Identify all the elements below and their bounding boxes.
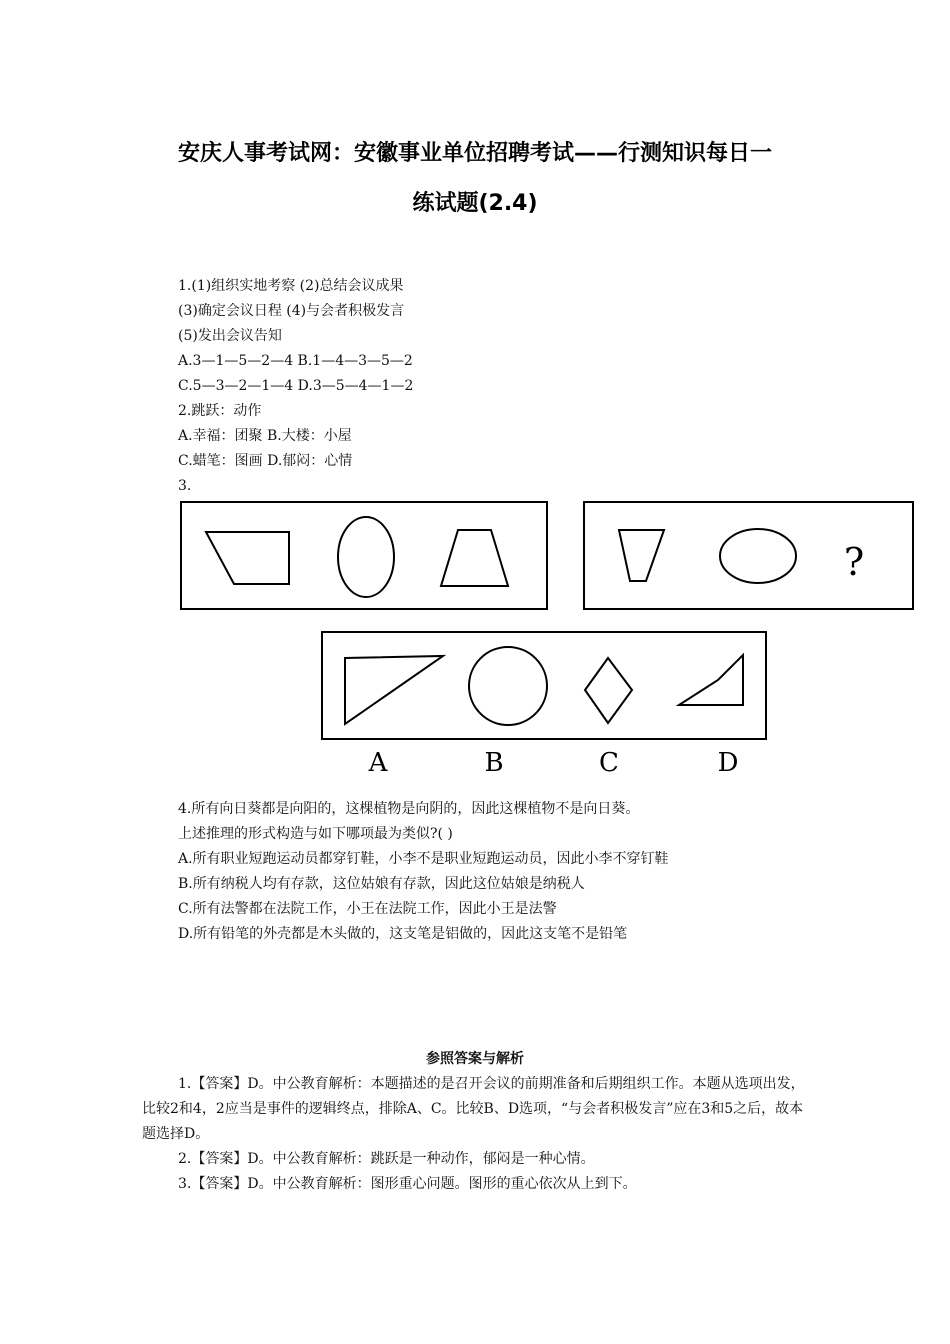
question-1-items: (5)发出会议告知 <box>178 328 282 344</box>
answers-section <box>142 1072 808 1197</box>
option-a-triangle-shape <box>345 656 443 724</box>
trapezoid-shape <box>441 530 508 586</box>
question-mark: ? <box>843 540 865 584</box>
horizontal-ellipse-shape <box>720 529 796 583</box>
question-4-stem: 4.所有向日葵都是向阳的，这棵植物是向阴的，因此这棵植物不是向日葵。 <box>178 801 640 817</box>
document-title-line-1: 安庆人事考试网：安徽事业单位招聘考试——行测知识每日一 <box>177 141 772 166</box>
question-4-prompt: 上述推理的形式构造与如下哪项最为类似?( ) <box>178 826 453 842</box>
question-4-option-a: A.所有职业短跑运动员都穿钉鞋，小李不是职业短跑运动员，因此小李不穿钉鞋 <box>178 851 669 867</box>
question-2-options: A.幸福：团聚 B.大楼：小屋 <box>178 428 352 444</box>
question-2-options: C.蜡笔：图画 D.郁闷：心情 <box>178 453 353 469</box>
question-1-items: (3)确定会议日程 (4)与会者积极发言 <box>178 303 405 319</box>
answer-1: 1.【答案】D。中公教育解析：本题描述的是召开会议的前期准备和后期组织工作。本题从选项出发，比较2和4，2应当是事件的逻辑终点，排除A、C。比较B、D选项，“与会者积极发言”应在3和5之后，故本题选择D。 <box>142 1076 805 1142</box>
question-1-options: A.3—1—5—2—4 B.1—4—3—5—2 <box>178 353 413 369</box>
question-1-stem: 1.(1)组织实地考察 (2)总结会议成果 <box>178 278 404 294</box>
answers-heading: 参照答案与解析 <box>426 1051 524 1067</box>
vertical-ellipse-shape <box>338 517 394 597</box>
trapezoid-shape <box>206 532 289 584</box>
question-4-option-d: D.所有铅笔的外壳都是木头做的，这支笔是铝做的，因此这支笔不是铅笔 <box>178 926 628 942</box>
question-1-options: C.5—3—2—1—4 D.3—5—4—1—2 <box>178 378 414 394</box>
option-d-triangle-shape <box>679 655 743 705</box>
funnel-shape <box>619 530 664 581</box>
option-label-b: B <box>484 748 504 778</box>
question-4-option-b: B.所有纳税人均有存款，这位姑娘有存款，因此这位姑娘是纳税人 <box>178 876 585 892</box>
question-2-stem: 2.跳跃：动作 <box>178 403 262 419</box>
answer-2: 2.【答案】D。中公教育解析：跳跃是一种动作，郁闷是一种心情。 <box>178 1151 595 1167</box>
option-c-diamond-shape <box>585 658 632 723</box>
option-label-a: A <box>368 748 388 778</box>
question-4-option-c: C.所有法警都在法院工作，小王在法院工作，因此小王是法警 <box>178 901 557 917</box>
document-title-line-2: 练试题(2.4) <box>412 191 538 216</box>
option-b-circle-shape <box>469 647 547 725</box>
option-label-d: D <box>717 748 739 778</box>
option-label-c: C <box>599 748 619 778</box>
question-3-stem: 3. <box>178 478 192 494</box>
answer-3: 3.【答案】D。中公教育解析：图形重心问题。图形的重心依次从上到下。 <box>178 1176 637 1192</box>
options-box <box>322 632 766 739</box>
